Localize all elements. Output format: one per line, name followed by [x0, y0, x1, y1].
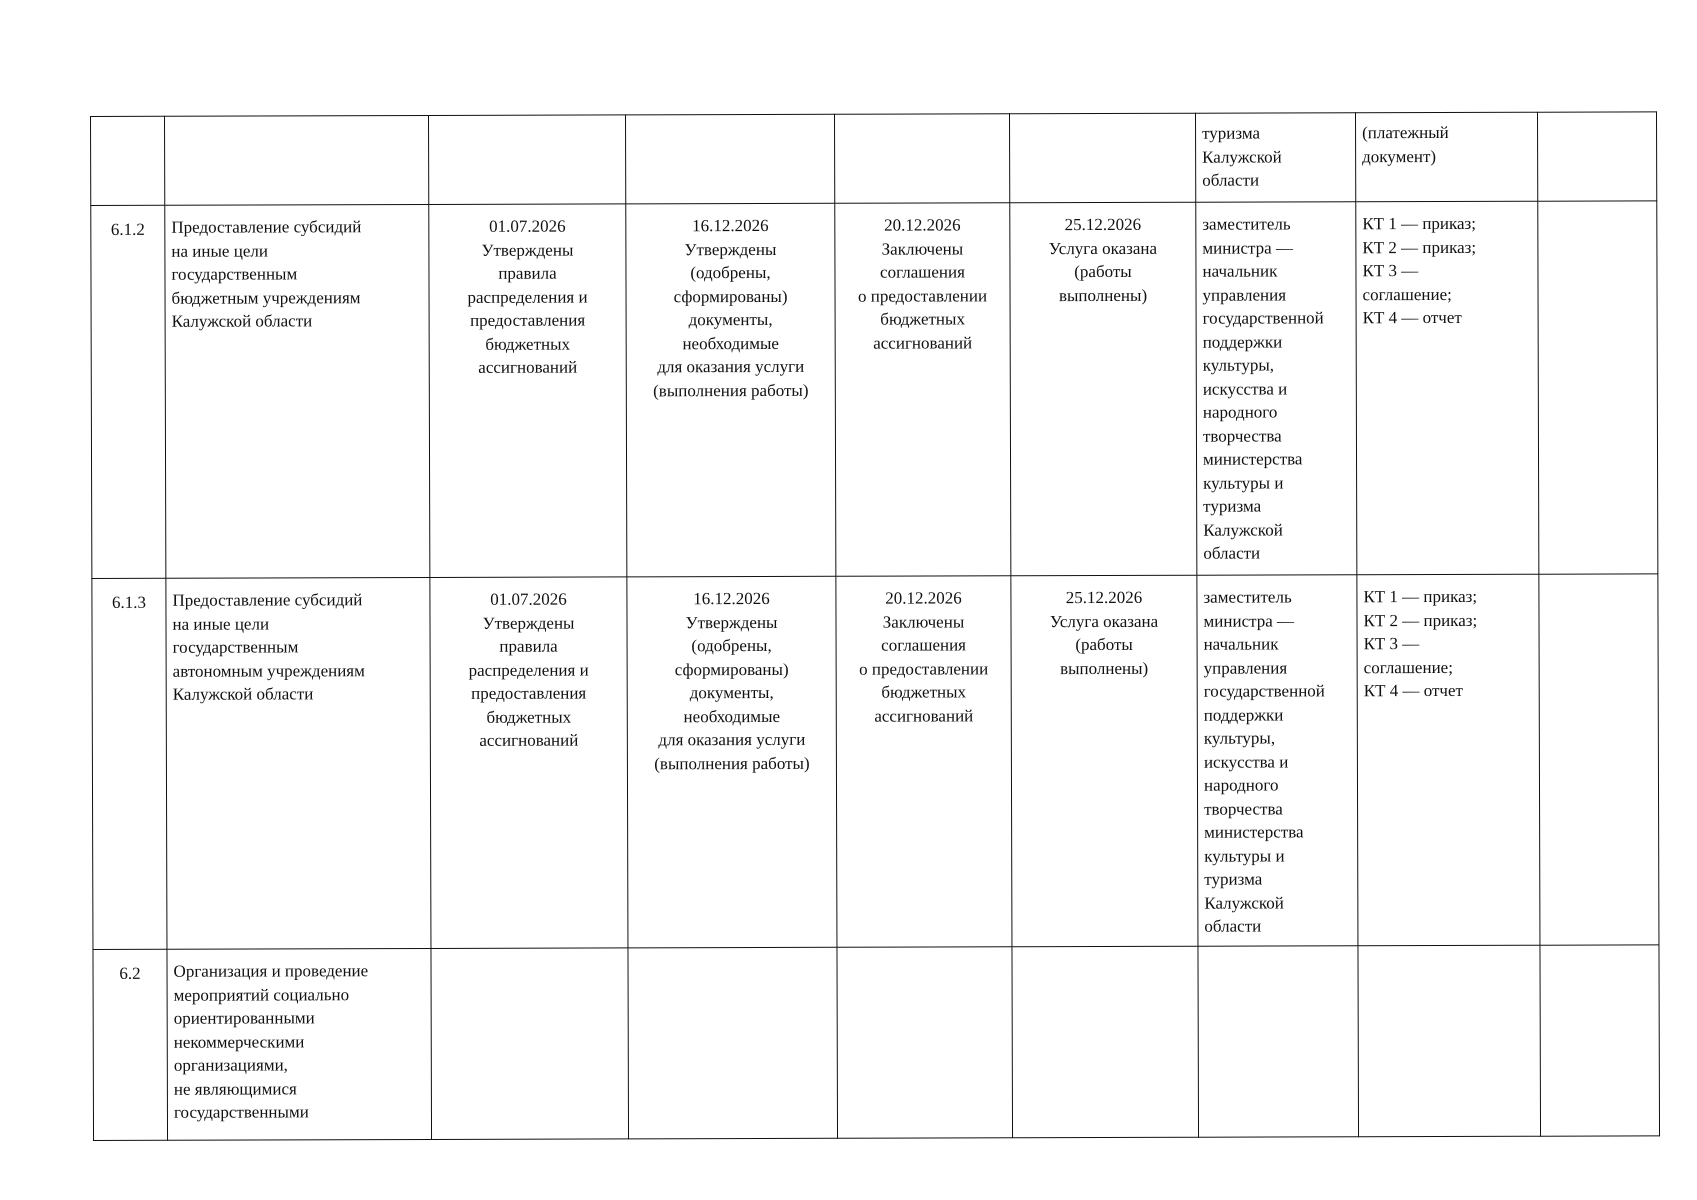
cell-responsible: туризма Калужской области — [1195, 113, 1355, 202]
cell-control-point-4 — [1009, 113, 1195, 203]
cell-control-point-4: 25.12.2026 Услуга оказана (работы выполнены) — [1011, 575, 1198, 947]
cell-control-point-1 — [429, 115, 626, 205]
table-row — [91, 201, 1658, 579]
cell-control-point-1: 01.07.2026 Утверждены правила распределения и предоставления бюджетных ассигнований — [430, 577, 628, 949]
cell-extra — [1540, 945, 1660, 1136]
cell-number — [91, 116, 165, 205]
cell-number: 6.1.3 — [92, 578, 167, 949]
cell-control-point-4: 25.12.2026 Услуга оказана (работы выполнены) — [1010, 202, 1197, 576]
cell-documents: КТ 1 — приказ; КТ 2 — приказ; КТ 3 — соглашение; КТ 4 — отчет — [1356, 201, 1539, 575]
cell-control-point-2 — [628, 947, 838, 1139]
table-row — [93, 945, 1660, 1141]
cell-event-name: Организация и проведение мероприятий социально ориентированными некоммерческими организациями, не являющимися государственными — [167, 948, 432, 1140]
cell-documents: (платежный документ) — [1355, 112, 1537, 202]
cell-control-point-3: 20.12.2026 Заключены соглашения о предоставлении бюджетных ассигнований — [836, 576, 1012, 948]
cell-extra — [1537, 112, 1656, 201]
cell-event-name: Предоставление субсидий на иные цели государственным бюджетным учреждениям Калужской области — [165, 204, 430, 578]
cell-control-point-3: 20.12.2026 Заключены соглашения о предоставлении бюджетных ассигнований — [835, 203, 1011, 577]
cell-documents: КТ 1 — приказ; КТ 2 — приказ; КТ 3 — соглашение; КТ 4 — отчет — [1357, 574, 1540, 946]
cell-number: 6.2 — [93, 949, 168, 1140]
cell-control-point-2 — [625, 114, 834, 204]
cell-control-point-4 — [1012, 946, 1199, 1138]
cell-responsible: заместитель министра — начальник управления государственной поддержки культуры, искусства и народного творчества министерства культуры и туризма Калужской области — [1197, 575, 1358, 946]
cell-control-point-1: 01.07.2026 Утверждены правила распределения и предоставления бюджетных ассигнований — [429, 204, 627, 578]
cell-documents — [1358, 945, 1541, 1137]
cell-responsible: заместитель министра — начальник управления государственной поддержки культуры, искусства и народного творчества министерства культуры и туризма Калужской области — [1196, 202, 1357, 575]
cell-event-name — [165, 115, 429, 205]
control-points-table — [90, 111, 1660, 1141]
cell-control-point-3 — [834, 114, 1009, 204]
cell-number: 6.1.2 — [91, 205, 166, 578]
cell-extra — [1539, 574, 1659, 945]
cell-control-point-2: 16.12.2026 Утверждены (одобрены, сформированы) документы, необходимые для оказания услуги (выполнения работы) — [627, 576, 837, 948]
table-row — [92, 574, 1659, 950]
cell-extra — [1538, 201, 1658, 574]
cell-control-point-2: 16.12.2026 Утверждены (одобрены, сформированы) документы, необходимые для оказания услуги (выполнения работы) — [626, 203, 836, 577]
cell-control-point-3 — [837, 947, 1013, 1139]
cell-event-name: Предоставление субсидий на иные цели государственным автономным учреждениям Калужской области — [166, 577, 431, 949]
table-row — [91, 112, 1657, 206]
cell-responsible — [1198, 946, 1359, 1137]
cell-control-point-1 — [431, 948, 629, 1140]
